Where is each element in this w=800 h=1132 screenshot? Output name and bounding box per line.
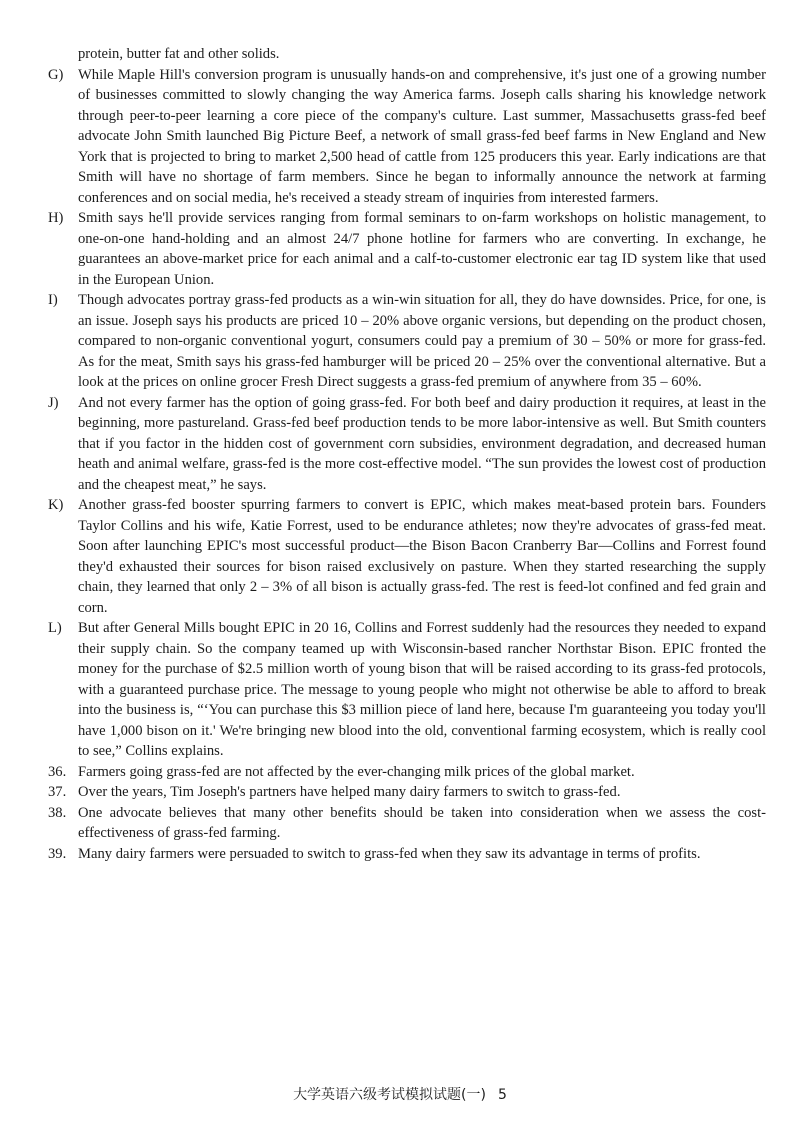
footer-title: 大学英语六级考试模拟试题(一) [293, 1087, 486, 1103]
intro-continuation: protein, butter fat and other solids. [78, 46, 280, 62]
question-39 [48, 844, 766, 865]
reading-passage [48, 44, 766, 864]
paragraph-h [48, 208, 766, 290]
paragraph-g [48, 65, 766, 209]
question-text: Many dairy farmers were persuaded to switch to grass-fed when they saw its advantage in terms of profits. [78, 845, 701, 862]
paragraph-label: I) [48, 292, 58, 308]
paragraph-text: But after General Mills bought EPIC in 20 16, Collins and Forrest suddenly had the resources they needed to expand their supply chain. So the company teamed up with Wisconsin-based rancher Northstar Bison. EPIC fronted the money for the purchase of $2.5 million worth of young bison that will be raised according to its grass-fed protocols, with a guaranteed purchase price. The message to young people who might not otherwise be able to afford to break into the business is, “‘You can purchase this $3 million piece of land here, because I'm guaranteeing you today you'll have 1,000 bison on it.' We're bringing new blood into the old, conventional farming ecosystem, which is really cool to see,” Collins explains. [78, 620, 766, 759]
question-number: 37. [48, 784, 67, 800]
question-37 [48, 782, 766, 803]
question-number: 39. [48, 845, 67, 862]
paragraph-j [48, 393, 766, 496]
question-number: 36. [48, 763, 67, 780]
paragraph-label: H) [48, 210, 64, 226]
paragraph-text: Smith says he'll provide services ranging from formal seminars to on-farm workshops on holistic management, to one-on-one hand-holding and an almost 24/7 phone hotline for farmers who are converting. In exchange, he guarantees an above-market price for each animal and a calf-to-customer electronic ear tag ID system like that used in the European Union. [78, 210, 766, 288]
paragraph-label: J) [48, 394, 59, 411]
paragraph-text: Another grass-fed booster spurring farmers to convert is EPIC, which makes meat-based protein bars. Founders Taylor Collins and his wife, Katie Forrest, used to be endurance athletes; now they're advocates of grass-fed meat. Soon after launching EPIC's most successful product—the Bison Bacon Cranberry Bar—Collins and Forrest found they'd exhausted their sources for bison raised exclusively on pasture. When they started researching the supply chain, they learned that only 2 – 3% of all bison is actually grass-fed. The rest is feed-lot confined and fed grain and corn. [78, 497, 766, 616]
question-38 [48, 803, 766, 844]
question-text: Over the years, Tim Joseph's partners have helped many dairy farmers to switch to grass-fed. [78, 784, 621, 800]
paragraph-text: Though advocates portray grass-fed products as a win-win situation for all, they do have downsides. Price, for one, is an issue. Joseph says his products are priced 10 – 20% above organic versions, but depending on the product chosen, compared to non-organic conventional yogurt, consumers could pay a premium of 30 – 50% or more for grass-fed. As for the meat, Smith says his grass-fed hamburger will be priced 20 – 25% over the conventional alternative. But a look at the prices on online grocer Fresh Direct suggests a grass-fed premium of anywhere from 35 – 60%. [78, 292, 766, 390]
page-number: 5 [498, 1087, 507, 1103]
paragraph-l [48, 618, 766, 762]
paragraph-i [48, 290, 766, 393]
paragraph-label: L) [48, 620, 62, 636]
paragraph-text: And not every farmer has the option of going grass-fed. For both beef and dairy production it requires, at least in the beginning, more pastureland. Grass-fed beef production tends to be more labor-intensive as well. But Smith counters that if you factor in the hidden cost of government corn subsidies, environment degradation, and decreased human heath and animal welfare, grass-fed is the more cost-effective model. “The sun provides the lowest cost of production and the cheapest meat,” he says. [78, 394, 766, 493]
paragraph-label: K) [48, 497, 64, 513]
page-footer [0, 1084, 800, 1104]
question-36 [48, 762, 766, 783]
question-text: Farmers going grass-fed are not affected by the ever-changing milk prices of the global market. [78, 763, 635, 780]
paragraph-label: G) [48, 66, 64, 83]
question-text: One advocate believes that many other benefits should be taken into consideration when we assess the cost-effectiveness of grass-fed farming. [78, 804, 766, 841]
paragraph-k [48, 495, 766, 618]
question-number: 38. [48, 804, 67, 821]
paragraph-text: While Maple Hill's conversion program is unusually hands-on and comprehensive, it's just one of a growing number of businesses committed to slowly changing the way America farms. Joseph calls sharing his knowledge network through peer-to-peer learning a core piece of the company's culture. Last summer, Massachusetts grass-fed beef advocate John Smith launched Big Picture Beef, a network of small grass-fed beef farms in New England and New York that is projected to bring to market 2,500 head of cattle from 125 producers this year. Early indications are that Smith will have no shortage of farm members. Since he began to informally announce the network at farming conferences and on social media, he's received a steady stream of inquiries from interested farmers. [78, 66, 766, 206]
